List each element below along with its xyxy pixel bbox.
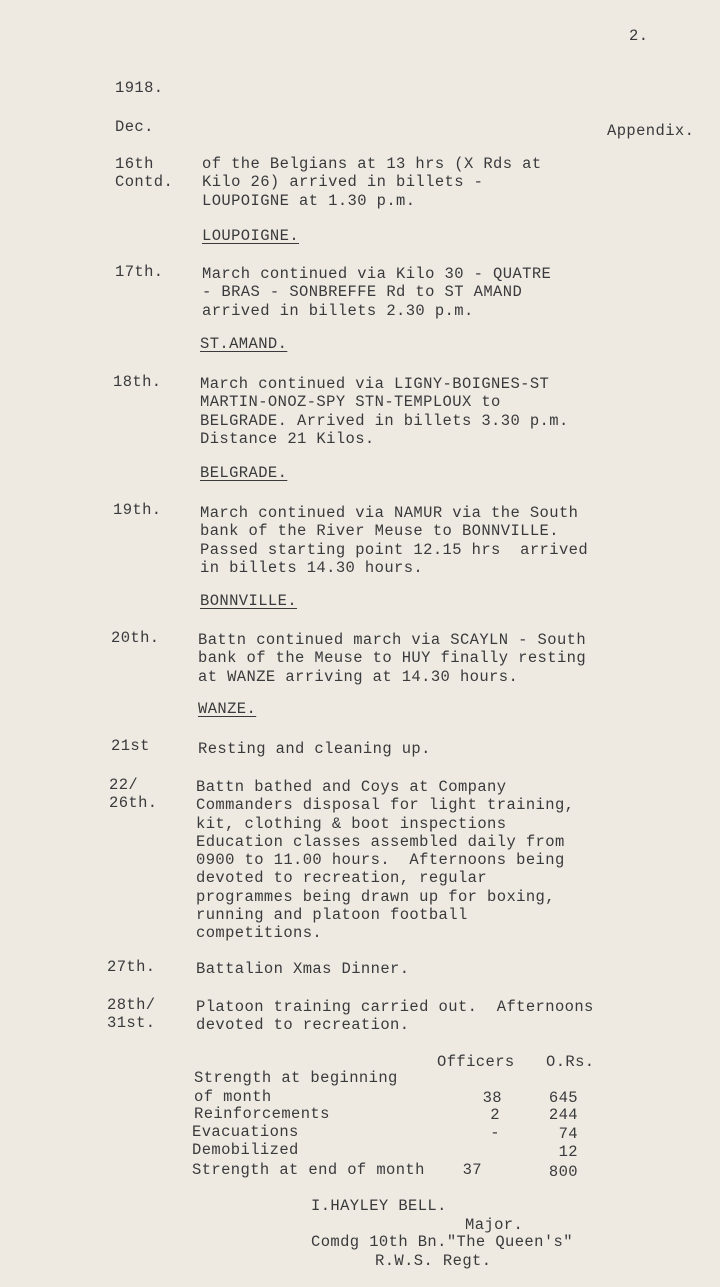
table-row-label: Strength at end of month: [192, 1161, 425, 1179]
signature-name: I.HAYLEY BELL.: [311, 1197, 447, 1215]
entry-text: Battalion Xmas Dinner.: [196, 960, 410, 978]
year: 1918.: [115, 79, 164, 97]
table-cell-ors: 74: [558, 1125, 578, 1143]
location-heading: BONNVILLE.: [200, 592, 298, 610]
month: Dec.: [115, 118, 154, 136]
table-cell-ors: 12: [558, 1143, 578, 1161]
column-header-officers: Officers: [437, 1053, 515, 1071]
table-cell-officers: -: [490, 1124, 500, 1142]
table-cell-ors: 800: [548, 1163, 578, 1181]
appendix-label: Appendix.: [607, 122, 695, 140]
entry-date: 21st: [111, 737, 150, 755]
page-number: 2.: [629, 27, 649, 45]
table-row-label: Demobilized: [192, 1141, 299, 1159]
signature-rank: Major.: [465, 1216, 524, 1234]
entry-date: 17th.: [115, 263, 164, 281]
signature-unit: Comdg 10th Bn."The Queen's": [311, 1233, 573, 1251]
table-row-label: Strength at beginning of month: [194, 1069, 398, 1106]
entry-date: 28th/ 31st.: [107, 996, 156, 1033]
location-heading: LOUPOIGNE.: [202, 227, 300, 245]
entry-text: March continued via LIGNY-BOIGNES-ST MARTIN-ONOZ-SPY STN-TEMPLOUX to BELGRADE. Arrived in billets 3.30 p.m. Distance 21 Kilos.: [200, 375, 569, 448]
location-heading: BELGRADE.: [200, 464, 288, 482]
location-heading: WANZE.: [198, 700, 257, 718]
entry-date: 27th.: [107, 958, 156, 976]
table-cell-ors: 645: [548, 1089, 578, 1107]
entry-text: of the Belgians at 13 hrs (X Rds at Kilo 26) arrived in billets - LOUPOIGNE at 1.30 p.m.: [202, 155, 542, 210]
column-header-ors: O.Rs.: [546, 1053, 595, 1071]
table-cell-ors: 244: [548, 1106, 578, 1124]
entry-date: 22/ 26th.: [109, 776, 158, 813]
entry-text: Battn bathed and Coys at Company Commanders disposal for light training, kit, clothing & boot inspections Education classes assembled daily from 0900 to 11.00 hours. Afternoons being devoted to recreation, regular programmes being drawn up for boxing, running and platoon football competitions.: [196, 778, 575, 943]
entry-date: 18th.: [113, 373, 162, 391]
entry-date: 19th.: [113, 501, 162, 519]
entry-date: 20th.: [111, 629, 160, 647]
location-heading: ST.AMAND.: [200, 335, 288, 353]
entry-text: Resting and cleaning up.: [198, 740, 431, 758]
entry-date: 16th Contd.: [115, 155, 174, 192]
entry-text: Platoon training carried out. Afternoons devoted to recreation.: [196, 998, 594, 1035]
signature-regt: R.W.S. Regt.: [375, 1252, 492, 1270]
table-cell-officers: 37: [462, 1161, 482, 1179]
entry-text: Battn continued march via SCAYLN - South bank of the Meuse to HUY finally resting at WANZE arriving at 14.30 hours.: [198, 631, 587, 686]
table-row-label: Reinforcements: [194, 1105, 330, 1123]
entry-text: March continued via NAMUR via the South bank of the River Meuse to BONNVILLE. Passed starting point 12.15 hrs arrived in billets 14.30 hours.: [200, 504, 589, 577]
table-cell-officers: 38: [482, 1089, 502, 1107]
table-cell-officers: 2: [490, 1106, 500, 1124]
table-row-label: Evacuations: [192, 1123, 299, 1141]
entry-text: March continued via Kilo 30 - QUATRE - BRAS - SONBREFFE Rd to ST AMAND arrived in billets 2.30 p.m.: [202, 265, 552, 320]
